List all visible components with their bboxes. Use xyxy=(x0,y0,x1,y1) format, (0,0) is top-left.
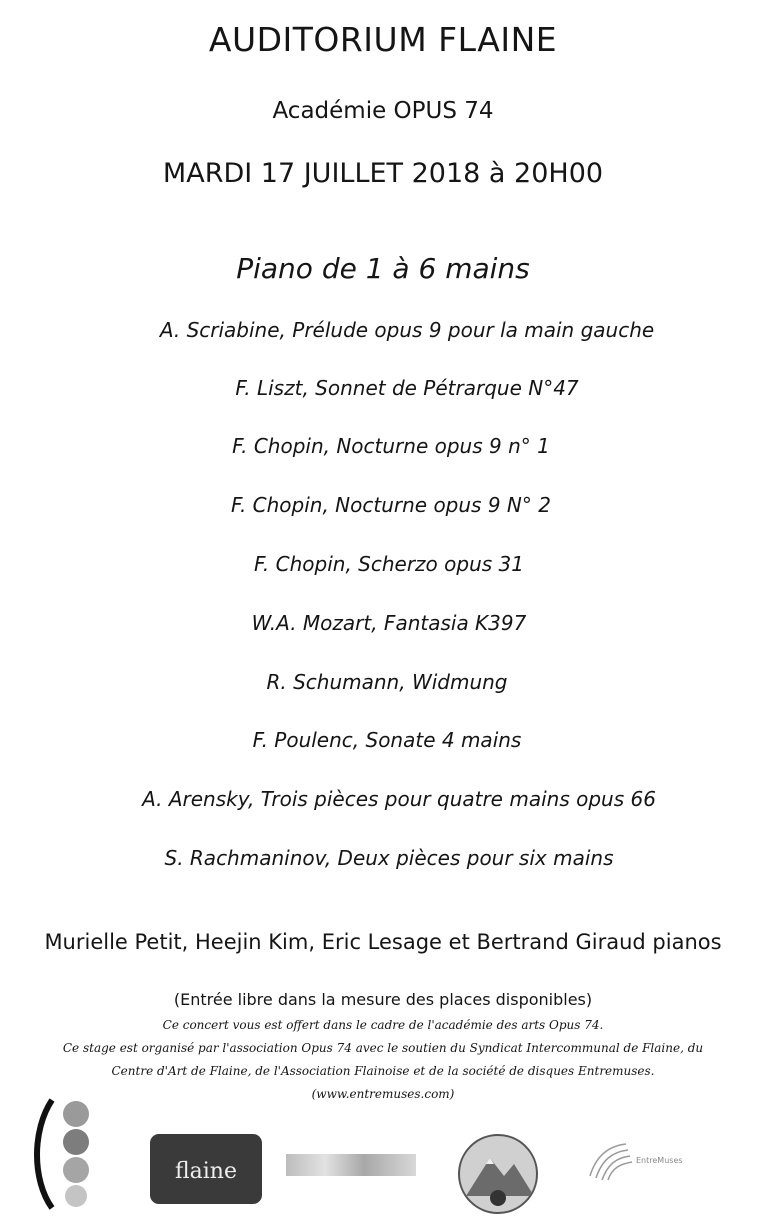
program-item: F. Poulenc, Sonate 4 mains xyxy=(252,728,522,752)
concert-date: MARDI 17 JUILLET 2018 à 20H00 xyxy=(162,158,604,189)
program-item: S. Rachmaninov, Deux pièces pour six mains xyxy=(164,846,614,870)
logo-dot xyxy=(63,1129,89,1155)
program-item: R. Schumann, Widmung xyxy=(266,670,508,694)
logo-dot xyxy=(63,1157,89,1183)
mountain-icon xyxy=(460,1136,536,1212)
opus74-logo xyxy=(30,1090,100,1220)
program-item: A. Arensky, Trois pièces pour quatre mains opus 66 xyxy=(142,787,656,811)
program-item: F. Chopin, Nocturne opus 9 n° 1 xyxy=(232,434,550,458)
entremuses-icon xyxy=(582,1138,634,1182)
program-item: A. Scriabine, Prélude opus 9 pour la main gauche xyxy=(159,318,655,342)
venue-title: AUDITORIUM FLAINE xyxy=(208,20,558,59)
program-item: F. Liszt, Sonnet de Pétrarque N°47 xyxy=(235,376,579,400)
program-item: F. Chopin, Nocturne opus 9 N° 2 xyxy=(231,493,551,517)
program-title: Piano de 1 à 6 mains xyxy=(236,252,530,285)
footer-line: (www.entremuses.com) xyxy=(311,1087,455,1101)
program-item: F. Chopin, Scherzo opus 31 xyxy=(254,552,524,576)
flaine-logo-label: flaine xyxy=(174,1159,237,1184)
footer-line: Ce stage est organisé par l'association Opus 74 avec le soutien du Syndicat Intercommunal de Flaine, du xyxy=(62,1041,704,1055)
mountain-emblem-logo xyxy=(458,1134,538,1214)
footer-line: Centre d'Art de Flaine, de l'Association Flainoise et de la société de disques Entremuses. xyxy=(111,1064,655,1078)
entremuses-logo-label: EntreMuses xyxy=(636,1156,683,1165)
program-item: W.A. Mozart, Fantasia K397 xyxy=(251,611,527,635)
association-logo xyxy=(286,1154,416,1176)
logo-dot xyxy=(63,1101,89,1127)
performers-line: Murielle Petit, Heejin Kim, Eric Lesage et Bertrand Giraud pianos xyxy=(44,930,722,954)
entry-notice: (Entrée libre dans la mesure des places disponibles) xyxy=(173,990,593,1009)
academy-subtitle: Académie OPUS 74 xyxy=(272,98,494,124)
flaine-logo xyxy=(150,1134,262,1204)
logo-dot xyxy=(65,1185,87,1207)
footer-line: Ce concert vous est offert dans le cadre de l'académie des arts Opus 74. xyxy=(162,1018,604,1032)
logo-curve xyxy=(37,1100,52,1208)
